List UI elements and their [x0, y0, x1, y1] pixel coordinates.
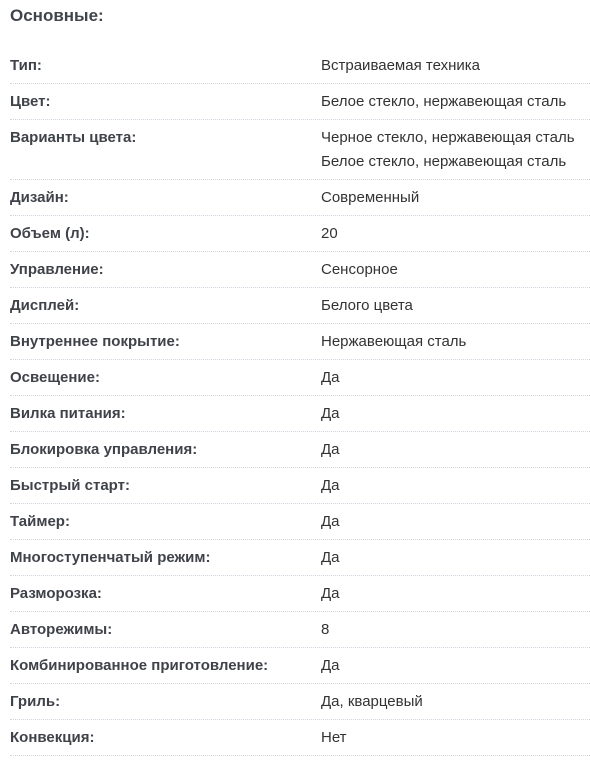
spec-values — [321, 648, 590, 678]
spec-label: Дисплей: — [10, 297, 80, 314]
spec-row — [10, 216, 590, 252]
spec-value: 20 — [321, 225, 338, 242]
spec-row — [10, 252, 590, 288]
spec-label: Многоступенчатый режим: — [10, 549, 211, 566]
spec-value: Да — [321, 405, 340, 422]
spec-list — [10, 48, 590, 756]
spec-value: Да — [321, 657, 340, 674]
spec-label: Разморозка: — [10, 585, 102, 602]
spec-value: Черное стекло, нержавеющая сталь — [321, 129, 575, 146]
spec-label: Цвет: — [10, 93, 51, 110]
spec-values — [321, 252, 590, 282]
spec-row — [10, 324, 590, 360]
spec-values — [321, 360, 590, 390]
spec-row — [10, 360, 590, 396]
spec-values — [321, 576, 590, 606]
spec-value: Да — [321, 477, 340, 494]
spec-row — [10, 120, 590, 180]
spec-value: Да — [321, 441, 340, 458]
spec-label: Комбинированное приготовление: — [10, 657, 269, 674]
spec-row — [10, 48, 590, 84]
spec-row — [10, 504, 590, 540]
spec-value: Белого цвета — [321, 297, 413, 314]
spec-row — [10, 684, 590, 720]
spec-label: Вилка питания: — [10, 405, 126, 422]
spec-label: Внутреннее покрытие: — [10, 333, 180, 350]
spec-label: Гриль: — [10, 693, 61, 710]
spec-row — [10, 576, 590, 612]
spec-value: 8 — [321, 621, 330, 638]
spec-label: Варианты цвета: — [10, 129, 137, 146]
spec-label: Таймер: — [10, 513, 70, 530]
spec-label: Быстрый старт: — [10, 477, 130, 494]
spec-value: Да — [321, 585, 340, 602]
spec-values — [321, 288, 590, 318]
spec-label: Дизайн: — [10, 189, 69, 206]
spec-row — [10, 180, 590, 216]
section-title: Основные: — [10, 6, 104, 25]
spec-label: Авторежимы: — [10, 621, 113, 638]
spec-values — [321, 540, 590, 570]
spec-values — [321, 48, 590, 78]
spec-values — [321, 720, 590, 750]
spec-values — [321, 684, 590, 714]
spec-values — [321, 84, 590, 114]
spec-values — [321, 432, 590, 462]
spec-row — [10, 468, 590, 504]
spec-value: Белое стекло, нержавеющая сталь — [321, 93, 567, 110]
spec-row — [10, 540, 590, 576]
spec-values — [321, 612, 590, 642]
spec-values — [321, 468, 590, 498]
spec-values — [321, 120, 590, 174]
spec-value: Да — [321, 369, 340, 386]
spec-value: Белое стекло, нержавеющая сталь — [321, 153, 567, 170]
spec-value: Нержавеющая сталь — [321, 333, 467, 350]
spec-value: Да — [321, 549, 340, 566]
spec-label: Тип: — [10, 57, 42, 74]
spec-row — [10, 648, 590, 684]
spec-value: Встраиваемая техника — [321, 57, 480, 74]
spec-value: Современный — [321, 189, 420, 206]
spec-values — [321, 180, 590, 210]
spec-row — [10, 288, 590, 324]
spec-value: Да — [321, 513, 340, 530]
spec-value: Нет — [321, 729, 347, 746]
spec-label: Управление: — [10, 261, 104, 278]
spec-values — [321, 504, 590, 534]
spec-row — [10, 84, 590, 120]
spec-values — [321, 324, 590, 354]
section-spacer — [10, 31, 590, 48]
spec-row — [10, 396, 590, 432]
spec-label: Конвекция: — [10, 729, 95, 746]
spec-row — [10, 720, 590, 756]
spec-label: Объем (л): — [10, 225, 90, 242]
spec-values — [321, 216, 590, 246]
spec-values — [321, 396, 590, 426]
spec-value: Да, кварцевый — [321, 693, 423, 710]
spec-value: Сенсорное — [321, 261, 398, 278]
spec-label: Блокировка управления: — [10, 441, 198, 458]
spec-label: Освещение: — [10, 369, 100, 386]
spec-row — [10, 612, 590, 648]
spec-row — [10, 432, 590, 468]
